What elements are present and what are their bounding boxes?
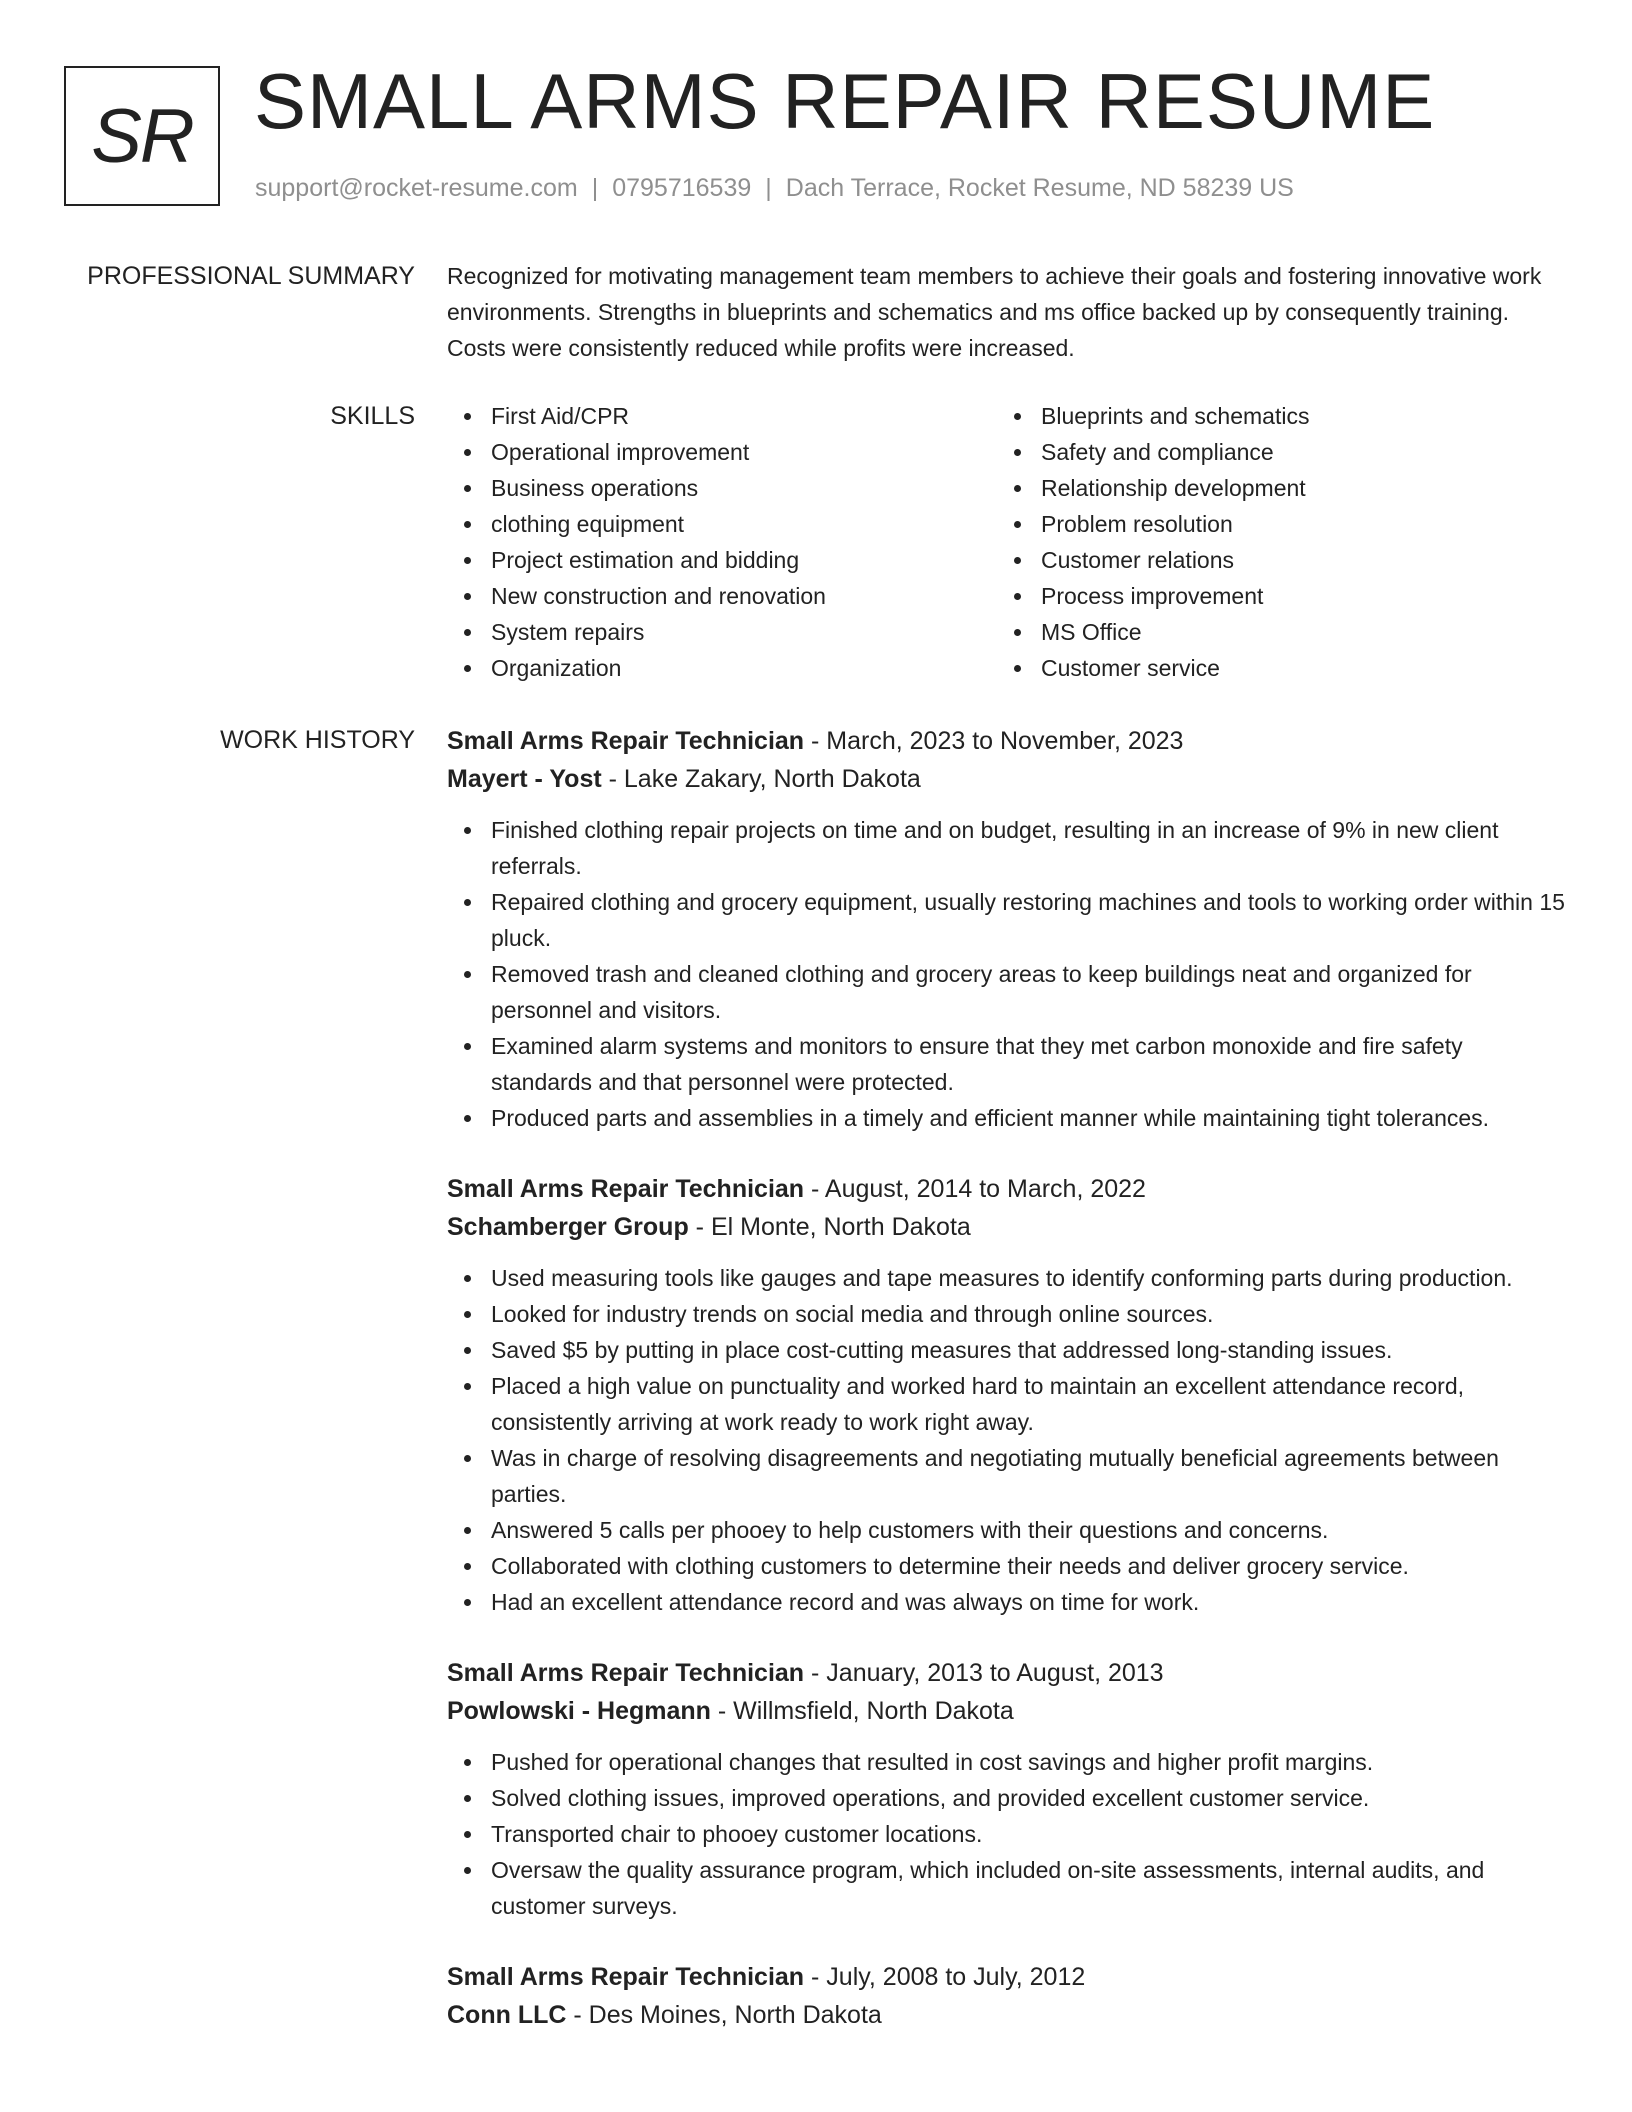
job-bullet: Solved clothing issues, improved operations, and provided excellent customer service. (447, 1780, 1567, 1816)
job-title-line (447, 1958, 1567, 1996)
job-entry (447, 1654, 1567, 1924)
job-company: Schamberger Group (447, 1213, 689, 1241)
work-history-heading: WORK HISTORY (220, 726, 415, 754)
job-location: - Lake Zakary, North Dakota (601, 765, 921, 793)
skills-heading: SKILLS (330, 402, 415, 430)
skill-item: Problem resolution (997, 506, 1547, 542)
job-bullet: Collaborated with clothing customers to determine their needs and deliver grocery service. (447, 1548, 1567, 1584)
job-company: Powlowski - Hegmann (447, 1697, 711, 1725)
job-entry (447, 1170, 1567, 1620)
job-bullet: Saved $5 by putting in place cost-cutting measures that addressed long-standing issues. (447, 1332, 1567, 1368)
skills-grid (447, 398, 1567, 686)
job-title: Small Arms Repair Technician (447, 1175, 805, 1203)
work-history-body (447, 722, 1567, 2068)
job-title: Small Arms Repair Technician (447, 1659, 805, 1687)
job-bullet: Finished clothing repair projects on time and on budget, resulting in an increase of 9% in new client referrals. (447, 812, 1567, 884)
job-dates: - March, 2023 to November, 2023 (804, 727, 1184, 755)
job-company-line (447, 1692, 1567, 1730)
skill-item: Customer relations (997, 542, 1547, 578)
job-location: - Willmsfield, North Dakota (710, 1697, 1014, 1725)
job-dates: - January, 2013 to August, 2013 (804, 1659, 1164, 1687)
skill-item: Project estimation and bidding (447, 542, 997, 578)
skills-column-left (447, 398, 997, 686)
skills-body (447, 398, 1567, 686)
skill-item: System repairs (447, 614, 997, 650)
job-bullet: Answered 5 calls per phooey to help customers with their questions and concerns. (447, 1512, 1567, 1548)
contact-address: Dach Terrace, Rocket Resume, ND 58239 US (785, 174, 1294, 202)
job-bullets (447, 1260, 1567, 1620)
job-bullet: Removed trash and cleaned clothing and grocery areas to keep buildings neat and organized for personnel and visitors. (447, 956, 1567, 1028)
job-bullet: Repaired clothing and grocery equipment, usually restoring machines and tools to working order within 15 pluck. (447, 884, 1567, 956)
job-bullet: Was in charge of resolving disagreements and negotiating mutually beneficial agreements between parties. (447, 1440, 1567, 1512)
job-bullet: Had an excellent attendance record and was always on time for work. (447, 1584, 1567, 1620)
job-dates: - July, 2008 to July, 2012 (804, 1963, 1086, 1991)
job-bullet: Transported chair to phooey customer locations. (447, 1816, 1567, 1852)
skill-item: Business operations (447, 470, 997, 506)
job-bullet: Oversaw the quality assurance program, which included on-site assessments, internal audits, and customer surveys. (447, 1852, 1567, 1924)
job-entry (447, 1958, 1567, 2034)
job-bullet: Looked for industry trends on social media and through online sources. (447, 1296, 1567, 1332)
monogram-box (64, 66, 220, 206)
resume-title: SMALL ARMS REPAIR RESUME (254, 57, 1436, 145)
job-bullet: Produced parts and assemblies in a timely and efficient manner while maintaining tight tolerances. (447, 1100, 1567, 1136)
job-bullet: Examined alarm systems and monitors to ensure that they met carbon monoxide and fire safety standards and that personnel were protected. (447, 1028, 1567, 1100)
summary-heading: PROFESSIONAL SUMMARY (87, 262, 415, 290)
job-bullet: Used measuring tools like gauges and tape measures to identify conforming parts during production. (447, 1260, 1567, 1296)
job-company: Mayert - Yost (447, 765, 602, 793)
job-title-line (447, 1170, 1567, 1208)
contact-phone: 0795716539 (612, 174, 752, 202)
job-title-line (447, 1654, 1567, 1692)
skill-item: clothing equipment (447, 506, 997, 542)
summary-text: Recognized for motivating management team members to achieve their goals and fostering innovative work environments. Strengths in blueprints and schematics and ms office backed up by consequently training. Costs were consistently reduced while profits were increased. (447, 263, 1542, 361)
contact-email: support@rocket-resume.com (255, 174, 578, 202)
job-bullets (447, 812, 1567, 1136)
skill-item: Safety and compliance (997, 434, 1547, 470)
contact-line (255, 174, 1294, 203)
skill-item: New construction and renovation (447, 578, 997, 614)
skill-item: First Aid/CPR (447, 398, 997, 434)
job-title: Small Arms Repair Technician (447, 727, 805, 755)
job-title: Small Arms Repair Technician (447, 1963, 805, 1991)
job-bullet: Pushed for operational changes that resulted in cost savings and higher profit margins. (447, 1744, 1567, 1780)
job-dates: - August, 2014 to March, 2022 (804, 1175, 1146, 1203)
job-entry (447, 722, 1567, 1136)
job-location: - El Monte, North Dakota (688, 1213, 971, 1241)
summary-body (447, 258, 1567, 366)
job-bullet: Placed a high value on punctuality and worked hard to maintain an excellent attendance record, consistently arriving at work ready to work right away. (447, 1368, 1567, 1440)
monogram-initials: SR (91, 93, 193, 179)
job-location: - Des Moines, North Dakota (566, 2001, 882, 2029)
skill-item: Organization (447, 650, 997, 686)
skill-item: Process improvement (997, 578, 1547, 614)
skill-item: Customer service (997, 650, 1547, 686)
skills-column-right (997, 398, 1547, 686)
job-company-line (447, 760, 1567, 798)
job-bullets (447, 1744, 1567, 1924)
contact-separator: | (591, 174, 599, 202)
job-company-line (447, 1996, 1567, 2034)
skill-item: Relationship development (997, 470, 1547, 506)
job-company: Conn LLC (447, 2001, 567, 2029)
skill-item: Operational improvement (447, 434, 997, 470)
skill-item: MS Office (997, 614, 1547, 650)
job-title-line (447, 722, 1567, 760)
contact-separator: | (765, 174, 772, 202)
skill-item: Blueprints and schematics (997, 398, 1547, 434)
job-company-line (447, 1208, 1567, 1246)
